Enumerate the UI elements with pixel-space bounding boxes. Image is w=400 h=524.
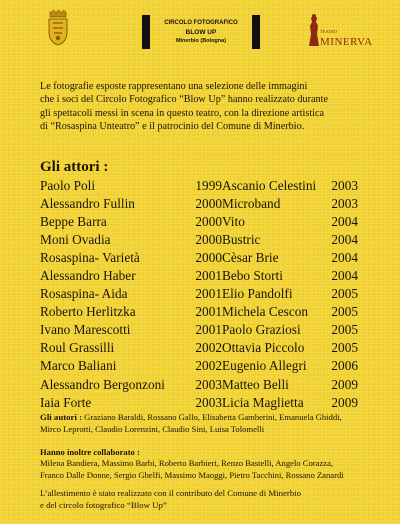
actor-year: 2009 xyxy=(331,394,358,410)
actor-row xyxy=(40,285,222,303)
actor-name: Beppe Barra xyxy=(40,214,107,230)
actor-name: Alessandro Haber xyxy=(40,268,136,284)
actor-name: Rosaspina- Aida xyxy=(40,286,128,302)
actor-year: 2003 xyxy=(331,178,358,193)
circolo-logo xyxy=(142,15,260,49)
actor-row xyxy=(222,285,358,303)
intro-line: gli spettacoli messi in scena in questo teatro, con la direzione artistica xyxy=(40,107,325,119)
actor-row xyxy=(40,267,222,285)
actor-row xyxy=(222,394,358,412)
actor-row xyxy=(222,249,358,267)
actor-row xyxy=(222,303,358,321)
actor-row xyxy=(222,231,358,249)
logo-bar-left xyxy=(142,15,150,49)
actor-year: 2001 xyxy=(195,322,222,338)
actor-row xyxy=(222,195,358,213)
footer-note xyxy=(40,488,375,512)
actor-name: Elio Pandolfi xyxy=(222,286,293,302)
actor-name: Rosaspina- Varietà xyxy=(40,250,140,266)
teatro-minerva-logo xyxy=(308,12,373,52)
logo-bar-right xyxy=(252,15,260,49)
actors-list-right xyxy=(222,177,358,412)
logo-line-3: Minerbio (Bologna) xyxy=(175,38,227,44)
actor-year: 2001 xyxy=(195,268,222,284)
actor-name: Paolo Poli xyxy=(40,178,96,193)
actor-year: 2003 xyxy=(331,196,358,212)
actor-name: Matteo Belli xyxy=(222,376,289,392)
actor-year: 2004 xyxy=(331,250,358,266)
authors-line xyxy=(40,411,375,423)
collaborators-line: Milena Bandiera, Massimo Barbi, Roberto Barbieri, Renzo Bastelli, Angelo Corazza, xyxy=(40,458,334,469)
footer-line: e del circolo fotografico “Blow Up” xyxy=(40,499,167,510)
actor-year: 2005 xyxy=(331,322,358,338)
actors-list-left xyxy=(40,177,222,412)
actor-name: Alessandro Bergonzoni xyxy=(40,376,165,392)
actor-year: 2004 xyxy=(331,268,358,284)
actor-row xyxy=(40,303,222,321)
authors-line: Mirco Leprotti, Claudio Lorenzini, Claudio Sini, Luisa Tolomelli xyxy=(40,424,265,434)
actor-name: Eugenio Allegri xyxy=(222,358,307,374)
actor-year: 1999 xyxy=(195,178,222,193)
actor-name: Moni Ovadia xyxy=(40,232,111,248)
actor-name: Marco Baliani xyxy=(40,358,117,374)
actor-name: Bustric xyxy=(222,232,261,248)
collaborators-label-text: Hanno inoltre collaborato : xyxy=(40,447,140,457)
minerva-small-text: TEATRO xyxy=(320,29,338,34)
actor-name: Cèsar Brie xyxy=(222,250,279,266)
collaborators-section xyxy=(40,447,375,481)
actor-year: 2003 xyxy=(195,394,222,410)
actor-row xyxy=(40,376,222,394)
actor-row xyxy=(222,177,358,195)
logo-line-1: CIRCOLO FOTOGRAFICO xyxy=(164,20,238,26)
actor-year: 2004 xyxy=(331,232,358,248)
actor-row xyxy=(40,357,222,375)
actor-row xyxy=(40,249,222,267)
actor-name: Ascanio Celestini xyxy=(222,178,317,193)
actor-year: 2001 xyxy=(195,304,222,320)
logo-text xyxy=(152,19,250,46)
actor-name: Paolo Graziosi xyxy=(222,322,301,338)
actor-name: Bebo Storti xyxy=(222,268,283,284)
actor-name: Roberto Herlitzka xyxy=(40,304,136,320)
authors-section xyxy=(40,411,375,435)
actor-row xyxy=(40,231,222,249)
actor-name: Ivano Marescotti xyxy=(40,322,131,338)
actor-row xyxy=(40,195,222,213)
actor-year: 2005 xyxy=(331,340,358,356)
actor-name: Michela Cescon xyxy=(222,304,309,320)
actor-year: 2005 xyxy=(331,304,358,320)
intro-line: che i soci del Circolo Fotografico “Blow Up” hanno realizzato durante xyxy=(40,94,328,106)
minerva-title: MINERVA xyxy=(320,36,373,48)
actor-year: 2002 xyxy=(195,340,222,356)
actor-name: Iaia Forte xyxy=(40,394,92,410)
authors-label: Gli autori : xyxy=(40,412,83,422)
actor-name: Licia Maglietta xyxy=(222,394,304,410)
collaborators-label xyxy=(40,447,375,458)
actor-row xyxy=(222,376,358,394)
header xyxy=(0,0,400,62)
actor-year: 2000 xyxy=(195,250,222,266)
intro-paragraph xyxy=(40,80,375,134)
actor-name: Microband xyxy=(222,196,281,212)
actor-row xyxy=(40,213,222,231)
actor-name: Vito xyxy=(222,214,245,230)
actor-name: Roul Grassilli xyxy=(40,340,115,356)
actor-row xyxy=(222,339,358,357)
actor-row xyxy=(40,177,222,195)
actor-year: 2009 xyxy=(331,376,358,392)
actors-title: Gli attori : xyxy=(40,159,109,175)
actor-row xyxy=(40,339,222,357)
authors-names: Graziano Baraldi, Rossano Gallo, Elisabetta Gamberini, Emanuela Ghiddi, xyxy=(82,412,342,422)
actor-year: 2002 xyxy=(195,358,222,374)
minerva-figure-icon xyxy=(308,12,320,48)
actor-year: 2000 xyxy=(195,232,222,248)
actor-row xyxy=(222,267,358,285)
actor-year: 2003 xyxy=(195,376,222,392)
intro-line: Le fotografie esposte rappresentano una selezione delle immagini xyxy=(40,81,308,92)
actor-year: 2004 xyxy=(331,214,358,230)
footer-line: L’allestimento è stato realizzato con il contributo del Comune di Minerbio xyxy=(40,488,302,498)
intro-line: di “Rosaspina Unteatro” e il patrocinio del Comune di Minerbio. xyxy=(40,121,305,133)
logo-line-2: BLOW UP xyxy=(185,29,217,36)
actor-year: 2000 xyxy=(195,196,222,212)
actor-row xyxy=(222,213,358,231)
actor-row xyxy=(40,394,222,412)
actor-year: 2005 xyxy=(331,286,358,302)
actor-row xyxy=(40,321,222,339)
actor-year: 2006 xyxy=(331,358,358,374)
actor-row xyxy=(222,357,358,375)
town-crest-icon xyxy=(47,10,69,46)
collaborators-line: Franco Dalle Donne, Sergio Ghelfi, Massimo Maoggi, Pietro Tacchini, Rossano Zanardi xyxy=(40,469,344,480)
actor-year: 2000 xyxy=(195,214,222,230)
actor-name: Alessandro Fullin xyxy=(40,196,135,212)
actor-row xyxy=(222,321,358,339)
actor-year: 2001 xyxy=(195,286,222,302)
actor-name: Ottavia Piccolo xyxy=(222,340,305,356)
